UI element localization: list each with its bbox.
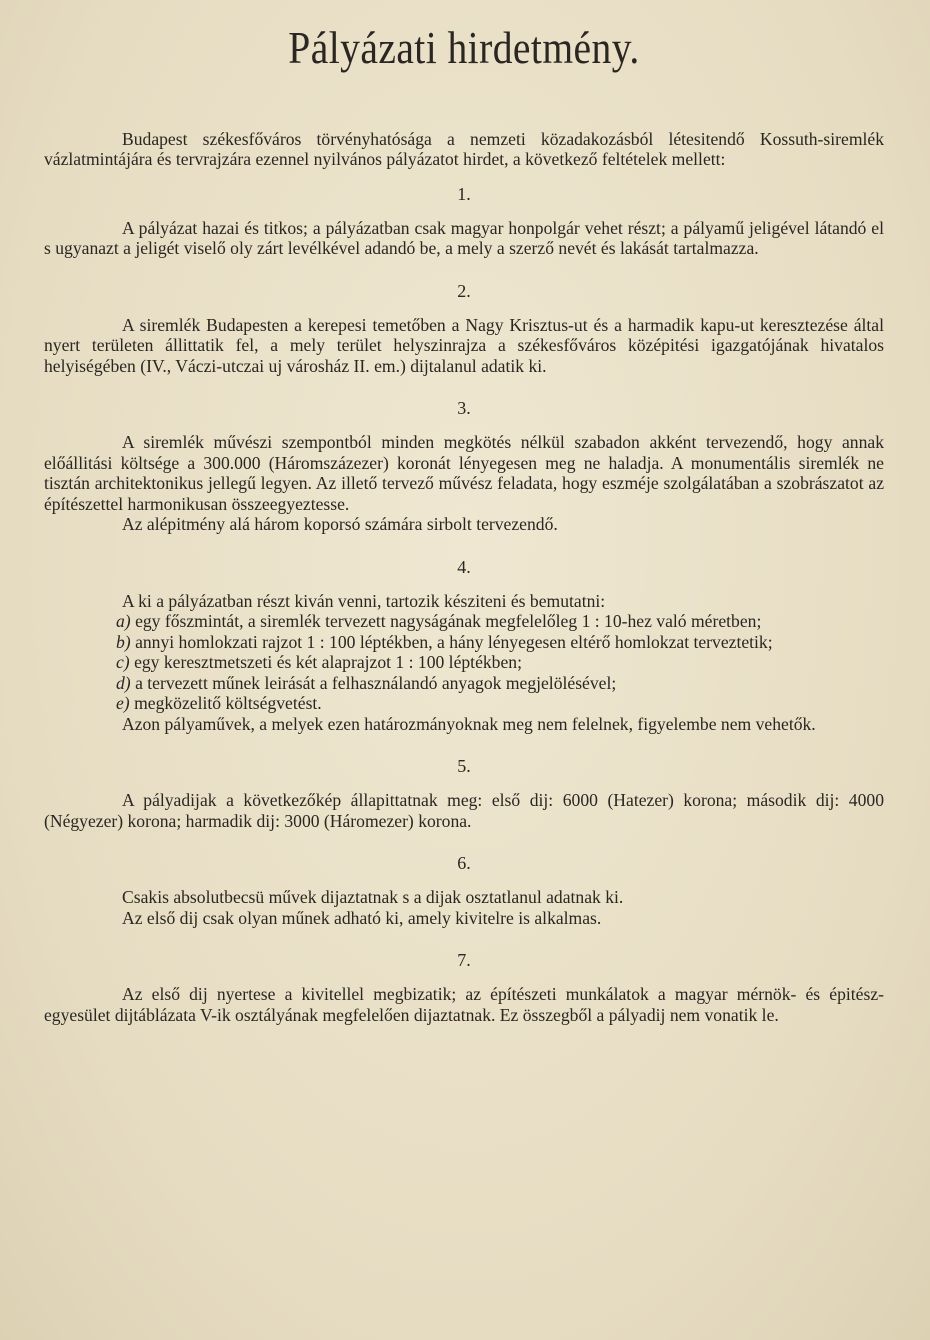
section-paragraph: Csakis absolutbecsü művek dijaztatnak s a dijak osztatlanul adatnak ki. (122, 887, 624, 908)
section-3 (44, 398, 884, 535)
section-lead: A ki a pályázatban részt kiván venni, tartozik késziteni és bemutatni: (122, 590, 606, 611)
page-title: Pályázati hirdetmény. (288, 22, 640, 73)
section-number: 7. (457, 950, 471, 971)
item-text: a tervezett műnek leirását a felhasználandó anyagok megjelölésével; (135, 672, 617, 693)
section-5 (44, 756, 884, 831)
section-paragraph: Az alépitmény alá három koporsó számára sirbolt tervezendő. (122, 514, 558, 535)
section-paragraph: A siremlék művészi szempontból minden megkötés nélkül szabadon akként tervezendő, hogy annak előállitási költsége a 300.000 (Háromszázezer) koronát lényegesen meg ne haladja. A monumentális siremlék ne tisztán architektonikus jellegű legyen. Az illető tervező művész feladata, hogy eszméje szolgálatában a szobrászatot az építészettel harmonikusan összeegyeztesse. (44, 432, 884, 514)
section-paragraph: Azon pályaművek, a melyek ezen határozmányoknak meg nem felelnek, figyelembe nem vehetők. (122, 713, 816, 734)
section-4 (44, 557, 884, 735)
item-text: annyi homlokzati rajzot 1 : 100 léptékben, a hány lényegesen eltérő homlokzat terveztetik; (135, 631, 773, 652)
section-number: 4. (457, 556, 471, 577)
section-2 (44, 281, 884, 377)
section-number: 2. (457, 280, 471, 301)
item-marker: c) (116, 652, 130, 673)
item-marker: d) (116, 672, 131, 693)
section-number: 1. (457, 183, 471, 204)
item-marker: e) (116, 693, 130, 714)
section-number: 5. (457, 756, 471, 777)
section-paragraph: A pályadijak a következőkép állapittatnak meg: első dij: 6000 (Hatezer) korona; második dij: 4000 (Négyezer) korona; harmadik dij: 3000 (Háromezer) korona. (44, 790, 884, 831)
section-1 (44, 184, 884, 259)
list-item (44, 611, 884, 632)
section-6 (44, 853, 884, 928)
list-item (44, 652, 884, 673)
item-marker: a) (116, 611, 131, 632)
item-marker: b) (116, 631, 131, 652)
list-item (44, 673, 884, 694)
section-paragraph: A siremlék Budapesten a kerepesi temetőben a Nagy Krisztus-ut és a harmadik kapu-ut keresztezése által nyert területen állittatik fel, a mely terület helyszinrajza a székesfőváros középitési igazgatójának hivatalos helyiségében (IV., Váczi-utczai uj városház II. em.) dijtalanul adatik ki. (44, 314, 884, 376)
list-item (44, 632, 884, 653)
intro-paragraph: Budapest székesfőváros törvényhatósága a nemzeti közadakozásból létesitendő Kossuth-siremlék vázlatmintájára és tervrajzára ezennel nyilvános pályázatot hirdet, a következő feltételek mellett: (44, 128, 884, 170)
item-text: megközelitő költségvetést. (134, 693, 322, 714)
section-paragraph: Az első dij csak olyan műnek adható ki, amely kivitelre is alkalmas. (122, 907, 602, 928)
item-text: egy keresztmetszeti és két alaprajzot 1 : 100 léptékben; (134, 652, 522, 673)
section-7 (44, 950, 884, 1025)
list-item (44, 693, 884, 714)
section-number: 3. (457, 398, 471, 419)
item-text: egy főszmintát, a siremlék tervezett nagyságának megfelelőleg 1 : 10-hez való méretben; (135, 611, 762, 632)
section-paragraph: A pályázat hazai és titkos; a pályázatban csak magyar honpolgár vehet részt; a pályamű jeligével látandó el s ugyanazt a jeligét viselő oly zárt levélkével adandó be, a mely a szerző nevét és lakását tartalmazza. (44, 217, 884, 259)
section-paragraph: Az első dij nyertese a kivitellel megbizatik; az építészeti munkálatok a magyar mérnök- és épitész-egyesület dijtáblázata V-ik osztályának megfelelően dijaztatnak. Ez összegből a pályadij nem vonatik le. (44, 984, 884, 1025)
section-number: 6. (457, 853, 471, 874)
